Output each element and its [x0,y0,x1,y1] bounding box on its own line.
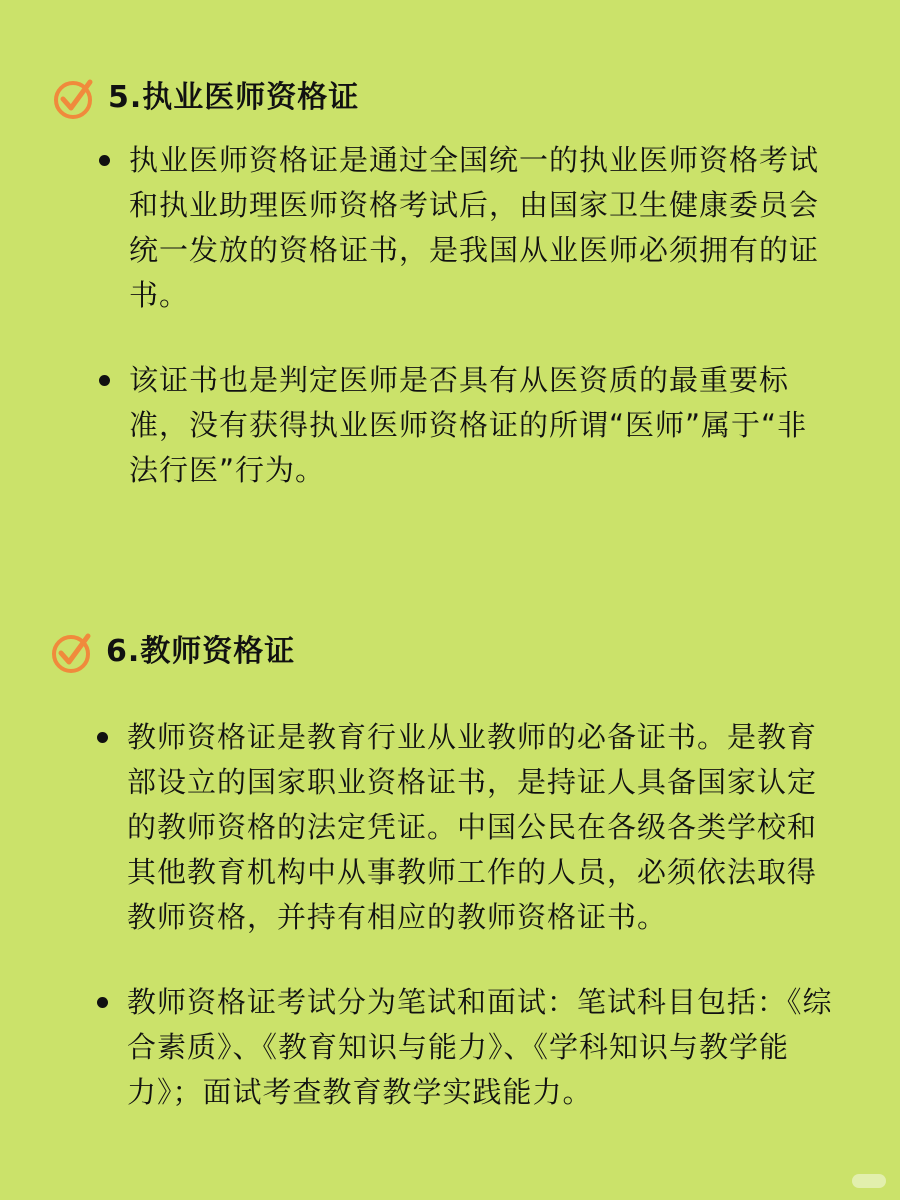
bullet-text: 执业医师资格证是通过全国统一的执业医师资格考试和执业助理医师资格考试后，由国家卫生健康委员会统一发放的资格证书，是我国从业医师必须拥有的证书。 [129,143,820,312]
list-item [129,358,819,493]
heading-title: 6.教师资格证 [106,634,296,669]
check-circle-icon [52,76,96,120]
section-heading [50,630,295,674]
heading-title: 5.执业医师资格证 [108,80,360,115]
check-circle-icon [50,630,94,674]
bullet-text: 该证书也是判定医师是否具有从医资质的最重要标准，没有获得执业医师资格证的所谓“医师”属于“非法行医”行为。 [129,363,808,487]
bullet-dot [99,375,110,386]
bullet-text: 教师资格证考试分为笔试和面试：笔试科目包括：《综合素质》、《教育知识与能力》、《学科知识与教学能力》；面试考查教育教学实践能力。 [127,985,833,1109]
bullet-dot [97,997,108,1008]
bullet-dot [97,732,108,743]
list-item [127,980,839,1115]
bullet-text: 教师资格证是教育行业从业教师的必备证书。是教育部设立的国家职业资格证书，是持证人具备国家认定的教师资格的法定凭证。中国公民在各级各类学校和其他教育机构中从事教师工作的人员，必须依法取得教师资格，并持有相应的教师资格证书。 [127,720,818,934]
section-heading [52,76,359,120]
list-item [127,715,839,940]
watermark-logo [852,1174,886,1188]
list-item [129,138,819,318]
bullet-dot [99,155,110,166]
